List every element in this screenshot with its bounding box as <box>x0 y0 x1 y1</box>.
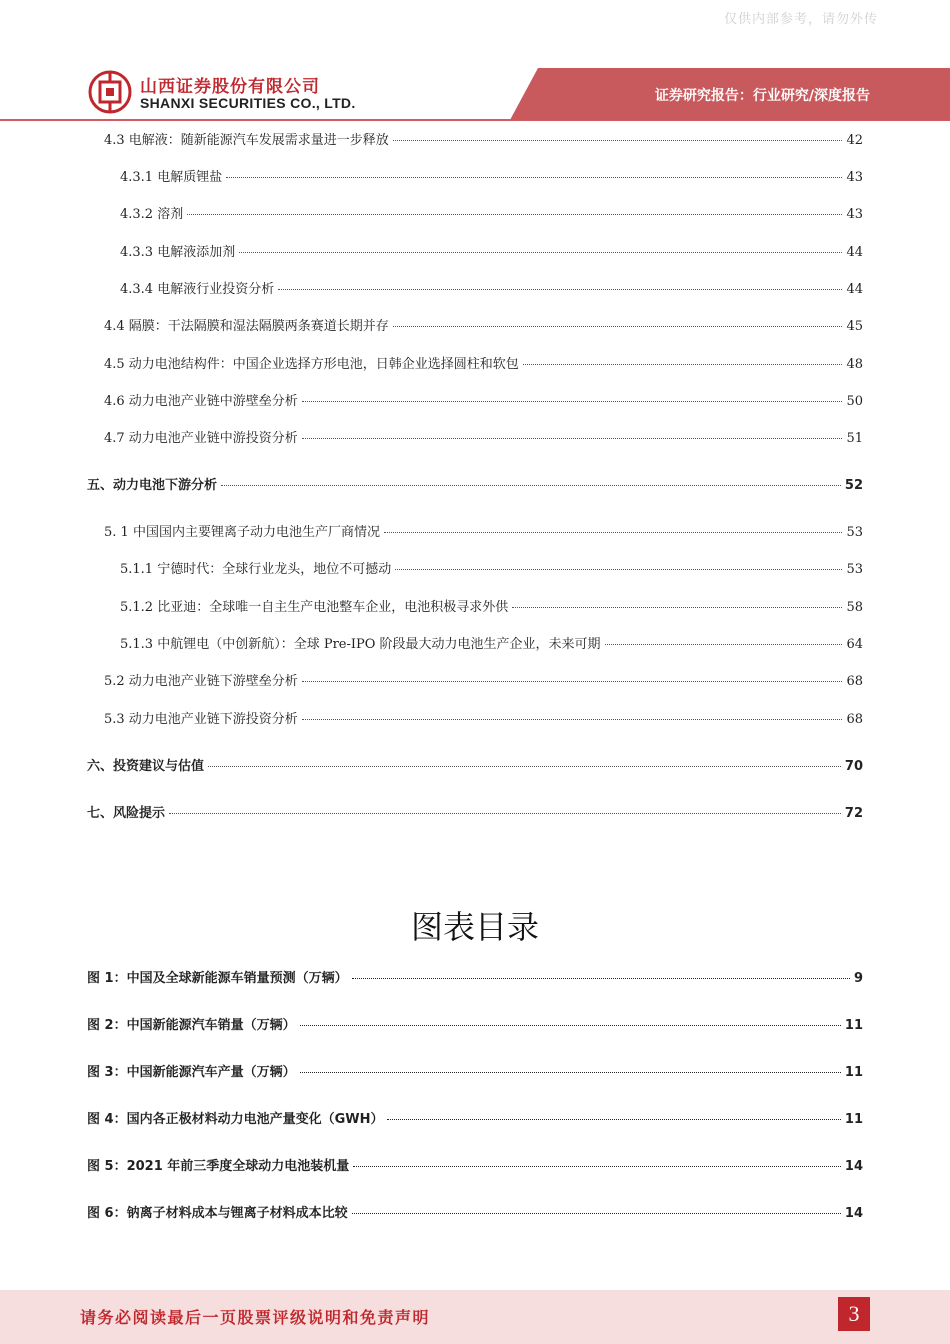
toc-entry-page: 51 <box>846 431 863 446</box>
toc-entry-title: 5. 1 中国国内主要锂离子动力电池生产厂商情况 <box>104 525 380 540</box>
toc-entry[interactable] <box>0 129 950 151</box>
toc-leader <box>302 401 843 402</box>
toc-entry-page: 53 <box>846 562 863 577</box>
toc-entry-title: 4.3.2 溶剂 <box>120 207 184 222</box>
toc-entry[interactable] <box>0 670 950 692</box>
toc-entry[interactable] <box>0 166 950 188</box>
figure-leader <box>300 1072 841 1073</box>
toc-entry[interactable] <box>0 596 950 618</box>
toc-entry[interactable] <box>0 558 950 580</box>
figure-entry[interactable] <box>0 1014 950 1036</box>
figure-entry-page: 11 <box>844 1065 863 1080</box>
toc-leader <box>605 644 843 645</box>
toc-entry-title: 五、动力电池下游分析 <box>87 478 218 493</box>
toc-entry-title: 5.1.2 比亚迪：全球唯一自主生产电池整车企业，电池积极寻求外供 <box>120 600 509 615</box>
page-header <box>0 58 950 128</box>
figure-entry-title: 图 5：2021 年前三季度全球动力电池装机量 <box>87 1159 350 1174</box>
toc-entry-page: 44 <box>846 282 863 297</box>
figure-entry-title: 图 6：钠离子材料成本与锂离子材料成本比较 <box>87 1206 348 1221</box>
figure-entry-title: 图 3：中国新能源汽车产量（万辆） <box>87 1065 296 1080</box>
toc-leader <box>302 719 843 720</box>
toc-entry-page: 42 <box>846 133 863 148</box>
figure-leader <box>352 1213 841 1214</box>
toc-leader <box>302 438 843 439</box>
figure-entry-page: 9 <box>853 971 863 986</box>
figure-entry-page: 11 <box>844 1112 863 1127</box>
figure-entry[interactable] <box>0 1155 950 1177</box>
toc-entry-page: 72 <box>844 806 863 821</box>
toc-leader <box>395 569 842 570</box>
toc-entry-title: 5.1.3 中航锂电（中创新航）：全球 Pre-IPO 阶段最大动力电池生产企业，未来可期 <box>120 637 601 652</box>
toc-entry-title: 4.3 电解液：随新能源汽车发展需求量进一步释放 <box>104 133 389 148</box>
company-logo-icon <box>88 70 132 114</box>
page-number: 3 <box>838 1297 870 1331</box>
toc-entry[interactable] <box>0 390 950 412</box>
figure-leader <box>300 1025 841 1026</box>
toc-chapter[interactable] <box>0 802 950 824</box>
toc-chapter[interactable] <box>0 474 950 496</box>
toc-entry-page: 43 <box>846 207 863 222</box>
toc-entry-title: 六、投资建议与估值 <box>87 759 205 774</box>
toc-entry[interactable] <box>0 241 950 263</box>
toc-entry-page: 58 <box>846 600 863 615</box>
figures-heading: 图表目录 <box>410 908 539 946</box>
toc-entry-title: 4.3.1 电解质锂盐 <box>120 170 223 185</box>
toc-leader <box>226 177 842 178</box>
company-name-en: SHANXI SECURITIES CO., LTD. <box>140 95 356 111</box>
disclaimer-notice: 请务必阅读最后一页股票评级说明和免责声明 <box>80 1308 431 1327</box>
toc-entry[interactable] <box>0 427 950 449</box>
figure-entry-title: 图 1：中国及全球新能源车销量预测（万辆） <box>87 971 348 986</box>
toc-leader <box>393 140 843 141</box>
report-type: 证券研究报告：行业研究/深度报告 <box>654 88 870 104</box>
toc-entry[interactable] <box>0 278 950 300</box>
toc-entry-title: 4.7 动力电池产业链中游投资分析 <box>104 431 298 446</box>
toc-entry-page: 44 <box>846 245 863 260</box>
figure-leader <box>353 1166 841 1167</box>
toc-entry[interactable] <box>0 708 950 730</box>
toc-entry-page: 64 <box>846 637 863 652</box>
toc-leader <box>221 485 841 486</box>
toc-entry-page: 50 <box>846 394 863 409</box>
toc-entry[interactable] <box>0 315 950 337</box>
toc-entry-title: 5.1.1 宁德时代：全球行业龙头，地位不可撼动 <box>120 562 392 577</box>
toc-entry-page: 43 <box>846 170 863 185</box>
toc-entry-title: 4.5 动力电池结构件：中国企业选择方形电池，日韩企业选择圆柱和软包 <box>104 357 519 372</box>
figure-entry[interactable] <box>0 1061 950 1083</box>
toc-entry[interactable] <box>0 353 950 375</box>
toc-entry-title: 5.2 动力电池产业链下游壁垒分析 <box>104 674 298 689</box>
toc-entry-title: 七、风险提示 <box>87 806 166 821</box>
toc-leader <box>187 214 842 215</box>
toc-entry[interactable] <box>0 203 950 225</box>
toc-entry[interactable] <box>0 633 950 655</box>
toc-chapter[interactable] <box>0 755 950 777</box>
figure-entry[interactable] <box>0 1202 950 1224</box>
toc-entry-page: 53 <box>846 525 863 540</box>
figure-entry-title: 图 2：中国新能源汽车销量（万辆） <box>87 1018 296 1033</box>
toc-leader <box>302 681 843 682</box>
toc-entry-page: 68 <box>846 674 863 689</box>
toc-entry-page: 48 <box>846 357 863 372</box>
figure-entry-page: 11 <box>844 1018 863 1033</box>
toc-entry[interactable] <box>0 521 950 543</box>
toc-leader <box>393 326 843 327</box>
toc-entry-page: 45 <box>846 319 863 334</box>
toc-leader <box>384 532 843 533</box>
figure-entry[interactable] <box>0 967 950 989</box>
toc-leader <box>239 252 842 253</box>
figure-entry-title: 图 4：国内各正极材料动力电池产量变化（GWH） <box>87 1112 384 1127</box>
toc-entry-page: 68 <box>846 712 863 727</box>
figure-entry-page: 14 <box>844 1159 863 1174</box>
watermark: 仅供内部参考，请勿外传 <box>723 12 878 27</box>
toc-entry-page: 70 <box>844 759 863 774</box>
figure-entry-page: 14 <box>844 1206 863 1221</box>
toc-entry-title: 5.3 动力电池产业链下游投资分析 <box>104 712 298 727</box>
toc-leader <box>208 766 841 767</box>
toc-leader <box>169 813 841 814</box>
toc-leader <box>512 607 842 608</box>
toc-entry-title: 4.6 动力电池产业链中游壁垒分析 <box>104 394 298 409</box>
figure-entry[interactable] <box>0 1108 950 1130</box>
toc-entry-title: 4.3.4 电解液行业投资分析 <box>120 282 275 297</box>
figure-leader <box>387 1119 840 1120</box>
toc-leader <box>278 289 842 290</box>
toc-entry-page: 52 <box>844 478 863 493</box>
toc-entry-title: 4.4 隔膜：干法隔膜和湿法隔膜两条赛道长期并存 <box>104 319 389 334</box>
toc-entry-title: 4.3.3 电解液添加剂 <box>120 245 236 260</box>
figure-leader <box>352 978 850 979</box>
page-footer <box>0 1290 950 1344</box>
company-name-cn: 山西证券股份有限公司 <box>140 77 320 97</box>
toc-leader <box>523 364 843 365</box>
